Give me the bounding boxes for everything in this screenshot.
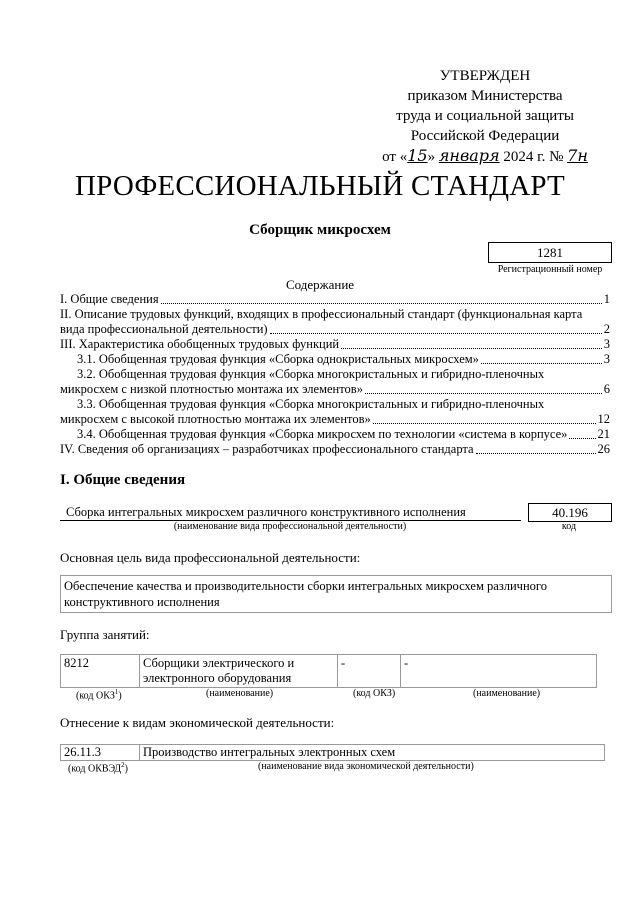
toc-item-page: 3 — [603, 352, 610, 366]
occupation-group-table — [60, 654, 597, 688]
toc-item[interactable] — [60, 337, 610, 352]
activity-code: 40.196 — [528, 503, 612, 522]
group-code-2: - — [338, 655, 401, 688]
footnote-mark: 1 — [114, 688, 119, 696]
activity-name: Сборка интегральных микросхем различного конструктивного исполнения — [60, 505, 521, 521]
group-label: Группа занятий: — [60, 627, 150, 642]
toc-item-text: 3.3. Обобщенная трудовая функция «Сборка многокристальных и гибридно-пленочных — [77, 397, 545, 411]
toc-item[interactable] — [60, 307, 610, 337]
toc-item-text: 3.4. Обобщенная трудовая функция «Сборка микросхем по технологии «система в корпусе» — [77, 427, 568, 441]
handwritten-number: 7н — [567, 146, 588, 165]
toc-item[interactable] — [60, 397, 610, 427]
caption-text: (код ОКЗ — [76, 690, 115, 702]
date-mid: » — [427, 149, 436, 165]
group-caption-name1: (наименование) — [206, 688, 274, 699]
okved-caption-name: (наименование вида экономической деятельности) — [258, 761, 474, 772]
caption-text-end: ) — [124, 763, 128, 775]
caption-text-end: ) — [118, 690, 122, 702]
toc-item-text: 3.1. Обобщенная трудовая функция «Сборка однокристальных микросхем» — [77, 352, 479, 366]
toc-item-page: 3 — [603, 337, 610, 351]
goal-text: Обеспечение качества и производительности сборки интегральных микросхем различного конструктивного исполнения — [60, 575, 612, 613]
toc-item[interactable] — [60, 442, 610, 457]
toc-item-page: 26 — [597, 442, 610, 456]
document-subtitle: Сборщик микросхем — [249, 222, 391, 238]
caption-text: (код ОКВЭД — [68, 763, 122, 775]
goal-label: Основная цель вида профессиональной деятельности: — [60, 550, 361, 565]
okved-table — [60, 744, 605, 761]
toc-heading: Содержание — [285, 277, 355, 292]
document-title: ПРОФЕССИОНАЛЬНЫЙ СТАНДАРТ — [75, 170, 565, 202]
approval-line4: Российской Федерации — [410, 128, 560, 144]
toc-item-page: 6 — [603, 382, 610, 396]
okved-code: 26.11.3 — [61, 745, 140, 761]
approval-date-line — [360, 146, 610, 167]
group-name-1: Сборщики электрического и электронного оборудования — [140, 655, 338, 688]
date-year: 2024 г. № — [503, 149, 564, 165]
table-of-contents — [60, 292, 610, 457]
footnote-mark: 2 — [121, 761, 125, 769]
registration-number: 1281 — [488, 242, 612, 263]
toc-item[interactable] — [60, 292, 610, 307]
handwritten-month: января — [438, 146, 500, 165]
toc-item[interactable] — [60, 352, 610, 367]
toc-item-text-cont: микросхем с высокой плотностью монтажа их элементов» — [60, 412, 371, 426]
toc-item-text: IV. Сведения об организациях – разработчиках профессионального стандарта — [60, 442, 474, 456]
group-code-1: 8212 — [61, 655, 140, 688]
toc-item[interactable] — [60, 367, 610, 397]
registration-label: Регистрационный номер — [497, 264, 603, 275]
group-caption-name2: (наименование) — [473, 688, 541, 699]
approval-block — [360, 66, 610, 167]
toc-item-page: 1 — [603, 292, 610, 306]
handwritten-day: 15 — [407, 146, 428, 165]
section-heading: I. Общие сведения — [60, 472, 186, 488]
group-name-2: - — [401, 655, 597, 688]
toc-item-page: 21 — [597, 427, 610, 441]
date-prefix: от « — [382, 149, 408, 165]
toc-item-text-cont: вида профессиональной деятельности) — [60, 322, 268, 336]
toc-item[interactable] — [60, 427, 610, 442]
toc-item-text: III. Характеристика обобщенных трудовых функций — [60, 337, 340, 351]
approval-line2: приказом Министерства — [407, 88, 563, 104]
okved-name: Производство интегральных электронных схем — [140, 745, 605, 761]
approval-line3: труда и социальной защиты — [396, 108, 574, 124]
toc-item-page: 12 — [597, 412, 610, 426]
okved-caption-code — [68, 761, 128, 774]
group-caption-okz1 — [76, 688, 122, 701]
okved-label: Отнесение к видам экономической деятельности: — [60, 715, 335, 730]
toc-item-page: 2 — [603, 322, 610, 336]
toc-item-text: I. Общие сведения — [60, 292, 159, 306]
code-caption: код — [561, 521, 577, 532]
group-caption-okz2: (код ОКЗ) — [353, 688, 396, 699]
toc-item-text: 3.2. Обобщенная трудовая функция «Сборка многокристальных и гибридно-пленочных — [77, 367, 545, 381]
activity-caption: (наименование вида профессиональной деятельности) — [173, 521, 407, 532]
toc-item-text-cont: микросхем с низкой плотностью монтажа их элементов» — [60, 382, 363, 396]
toc-item-text: II. Описание трудовых функций, входящих в профессиональный стандарт (функциональная карта — [60, 307, 583, 321]
approval-line1: УТВЕРЖДЕН — [439, 68, 531, 84]
